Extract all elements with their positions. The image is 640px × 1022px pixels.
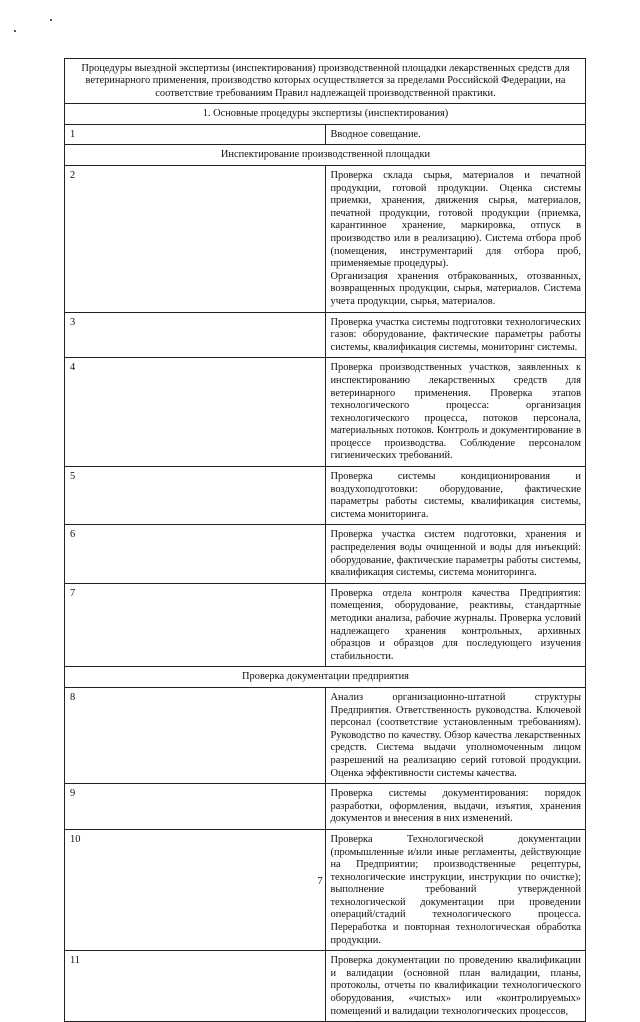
row-number: 11: [65, 951, 326, 1022]
row-text: [325, 467, 586, 525]
row-paragraph: Проверка системы документирования: порядок разработки, оформления, выдачи, изъятия, хранения документов и внесения в них изменений.: [330, 788, 581, 825]
row-paragraph: Анализ организационно-штатной структуры Предприятия. Ответственность руководства. Ключевой персонал (соответствие установленным требованиям). Руководство по качеству. Обзор качества лекарственных средств. Система выдачи уполномоченным лицом разрешений на реализацию серий готовой продукции. Оценка эффективности системы качества.: [330, 691, 581, 779]
row-number: 4: [65, 358, 326, 467]
row-text: [325, 166, 586, 313]
table-row: [65, 687, 586, 783]
table-row: [65, 467, 586, 525]
row-paragraph: Проверка участка систем подготовки, хранения и распределения воды очищенной и воды для инъекций: оборудование, фактические параметры работы системы, квалификация системы, система мониторинга.: [330, 529, 581, 579]
row-paragraph: Проверка Технологической документации (промышленные и/или иные регламенты, действующие на Предприятии; производственные рецептуры, технологические инструкции, инструкции по очистке); выполнение требований утвержденной технологической документации при проведении операций/стадий технологического процесса. Переработка и повторная технологическая обработка продукции.: [330, 833, 581, 946]
row-paragraph: Проверка отдела контроля качества Предприятия: помещения, оборудование, реактивы, стандартные методики анализа, рабочие журналы. Проверка условий надлежащего хранения контрольных, архивных образцов и образцов для последующего изучения стабильности.: [330, 587, 581, 662]
row-text: [325, 829, 586, 950]
row-number: 6: [65, 525, 326, 583]
table-row: [65, 166, 586, 313]
table-title: Процедуры выездной экспертизы (инспектирования) производственной площадки лекарственных средств для ветеринарного применения, производство которых осуществляется за пределами Российской Федерации, на соответствие требованиям Правил надлежащей производственной практики.: [65, 59, 586, 104]
row-paragraph: Проверка системы кондиционирования и воздухоподготовки: оборудование, фактические параметры работы системы, квалификация системы, система мониторинга.: [330, 471, 581, 520]
section-row: [65, 104, 586, 125]
row-paragraph: Проверка участка системы подготовки технологических газов: оборудование, фактические параметры работы системы, квалификация системы, мониторинг системы.: [330, 316, 581, 353]
row-number: 3: [65, 312, 326, 358]
row-text: [325, 583, 586, 667]
page-number: 7: [317, 875, 323, 887]
row-number: 8: [65, 687, 326, 783]
section-heading-documentation: Проверка документации предприятия: [65, 667, 586, 688]
table-row: [65, 951, 586, 1022]
row-number: 5: [65, 467, 326, 525]
row-number: 9: [65, 784, 326, 830]
section-heading-main-procedures: 1. Основные процедуры экспертизы (инспектирования): [65, 104, 586, 125]
row-number: 10: [65, 829, 326, 950]
header-row: [65, 59, 586, 104]
scan-speck: [14, 30, 16, 32]
row-text: [325, 687, 586, 783]
table-row: [65, 124, 586, 145]
section-row: [65, 667, 586, 688]
row-text: [325, 124, 586, 145]
row-paragraph: Проверка документации по проведению квалификации и валидации (основной план валидации, планы, протоколы, отчеты по квалификации технологического оборудования, «чистых» или «контролируемых» помещений и валидации технологических процессов,: [330, 955, 581, 1017]
section-heading-site-inspection: Инспектирование производственной площадки: [65, 145, 586, 166]
section-row: [65, 145, 586, 166]
row-text: [325, 784, 586, 830]
row-paragraph: Организация хранения отбракованных, отозванных, возвращенных продукции, сырья, материалов. Система учета продукции, сырья, материалов.: [330, 270, 581, 307]
table-row: [65, 525, 586, 583]
table-row: [65, 583, 586, 667]
table-row: [65, 784, 586, 830]
table-row: [65, 358, 586, 467]
table-row: [65, 312, 586, 358]
row-text: [325, 358, 586, 467]
row-number: 7: [65, 583, 326, 667]
row-paragraph: Проверка производственных участков, заявленных к инспектированию лекарственных средств для ветеринарного применения. Проверка этапов технологического процесса: организация технологического процесса, потоков персонала, материальных потоков. Контроль и документирование в процессе производства. Соблюдение персоналом гигиенических требований.: [330, 362, 581, 462]
row-text: [325, 951, 586, 1022]
row-number: 1: [65, 124, 326, 145]
row-text: [325, 312, 586, 358]
row-text: [325, 525, 586, 583]
row-paragraph: Проверка склада сырья, материалов и печатной продукции, готовой продукции. Оценка системы приемки, хранения, движения сырья, материалов, печатной продукции, готовой продукции (приемка, карантинное хранение, маркировка, отпуск в производство или в реализацию). Система отбора проб (помещения, инструментарий для отбора проб, применяемые процедуры).: [330, 170, 581, 270]
table-row: [65, 829, 586, 950]
row-number: 2: [65, 166, 326, 313]
row-paragraph: Вводное совещание.: [330, 128, 421, 140]
scan-speck: [50, 19, 52, 21]
